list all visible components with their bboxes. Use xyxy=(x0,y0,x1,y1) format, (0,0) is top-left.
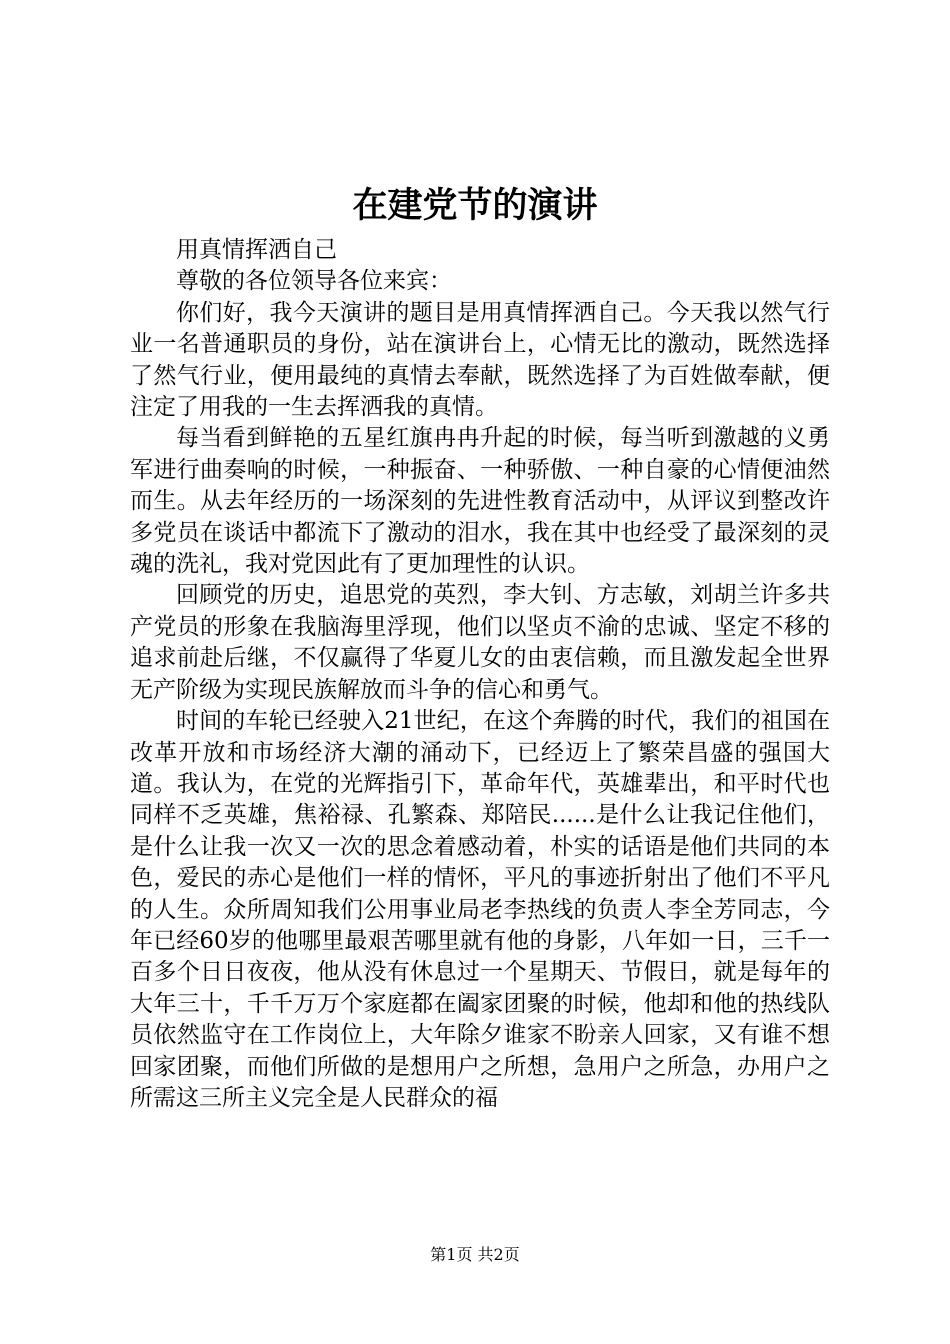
document-body xyxy=(130,235,830,1114)
salutation-paragraph: 尊敬的各位领导各位来宾： xyxy=(176,268,452,295)
subtitle-paragraph: 用真情挥洒自己 xyxy=(176,237,337,263)
body-paragraph: 你们好，我今天演讲的题目是用真情挥洒自己。今天我以然气行业一名普通职员的身份，站在演讲台上，心情无比的激动，既然选择了然气行业，便用最纯的真情去奉献，既然选择了为百姓做奉献，便注定了用我的一生去挥洒我的真情。 xyxy=(130,299,830,421)
page-number-footer: 第1页 共2页 xyxy=(430,1245,520,1264)
body-paragraph: 时间的车轮已经驶入21世纪，在这个奔腾的时代，我们的祖国在改革开放和市场经济大潮的涌动下，已经迈上了繁荣昌盛的强国大道。我认为，在党的光辉指引下，革命年代，英雄辈出，和平时代也同样不乏英雄，焦裕禄、孔繁森、郑陪民......是什么让我记住他们，是什么让我一次又一次的思念着感动着，朴实的话语是他们共同的本色，爱民的赤心是他们一样的情怀，平凡的事迹折射出了他们不平凡的人生。众所周知我们公用事业局老李热线的负责人李全芳同志，今年已经60岁的他哪里最艰苦哪里就有他的身影，八年如一日，三千一百多个日日夜夜，他从没有休息过一个星期天、节假日，就是每年的大年三十，千千万万个家庭都在阖家团聚的时候，他却和他的热线队员依然监守在工作岗位上，大年除夕谁家不盼亲人回家，又有谁不想回家团聚，而他们所做的是想用户之所想，急用户之所急，办用户之所需这三所主义完全是人民群众的福 xyxy=(130,708,830,1111)
body-paragraph: 回顾党的历史，追思党的英烈，李大钊、方志敏，刘胡兰许多共产党员的形象在我脑海里浮现，他们以坚贞不渝的忠诚、坚定不移的追求前赴后继，不仅赢得了华夏儿女的由衷信赖，而且激发起全世界无产阶级为实现民族解放而斗争的信心和勇气。 xyxy=(130,582,830,703)
body-paragraph: 每当看到鲜艳的五星红旗冉冉升起的时候，每当听到激越的义勇军进行曲奏响的时候，一种振奋、一种骄傲、一种自豪的心情便油然而生。从去年经历的一场深刻的先进性教育活动中，从评议到整改许多党员在谈话中都流下了激动的泪水，我在其中也经受了最深刻的灵魂的洗礼，我对党因此有了更加理性的认识。 xyxy=(130,425,830,578)
document-title: 在建党节的演讲 xyxy=(352,185,598,226)
